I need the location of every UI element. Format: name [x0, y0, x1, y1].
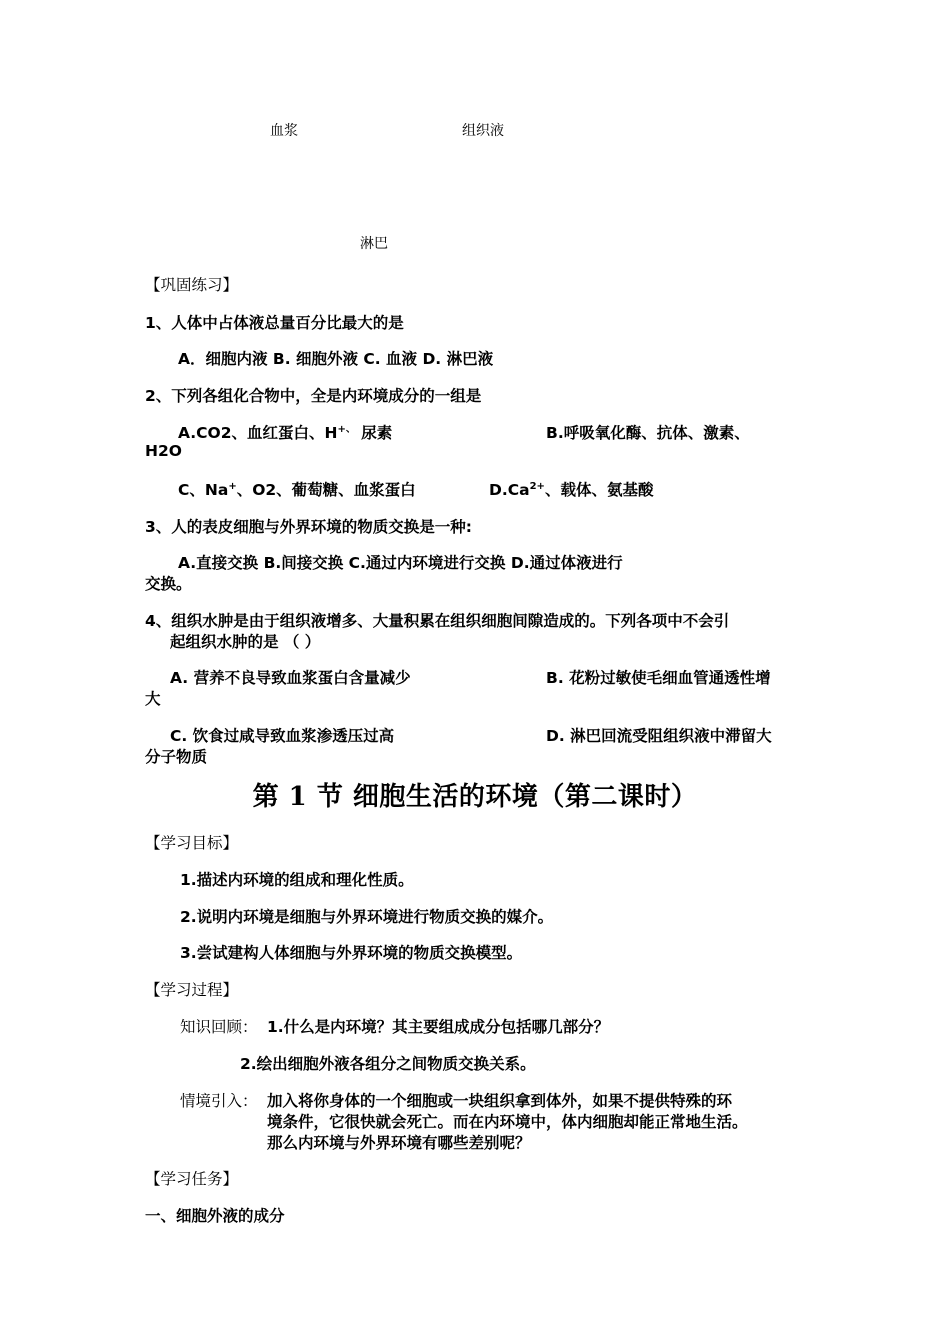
- task-heading: 【学习任务】: [145, 1170, 239, 1188]
- q4-stem: 4、组织水肿是由于组织液增多、大量积累在组织细胞间隙造成的。下列各项中不会引: [145, 612, 730, 630]
- intro-text-line-1: 加入将你身体的一个细胞或一块组织拿到体外，如果不提供特殊的环: [267, 1092, 733, 1110]
- q4-option-d: D. 淋巴回流受阻组织液中滞留大: [546, 727, 772, 745]
- q2-stem: 2、下列各组化合物中，全是内环境成分的一组是: [145, 387, 482, 405]
- q1-options: A．细胞内液 B. 细胞外液 C. 血液 D. 淋巴液: [178, 350, 494, 368]
- q4-option-d-cont: 分子物质: [145, 748, 208, 766]
- review-question-2: 2.绘出细胞外液各组分之间物质交换关系。: [240, 1055, 536, 1073]
- q4-stem-cont: 起组织水肿的是 （ ）: [170, 633, 321, 651]
- q1-stem: 1、人体中占体液总量百分比最大的是: [145, 314, 404, 332]
- q4-option-a: A. 营养不良导致血浆蛋白含量减少: [170, 669, 411, 687]
- q4-option-b-cont: 大: [145, 690, 161, 708]
- q2-option-c: C、Na+、O2、葡萄糖、血浆蛋白: [178, 481, 416, 499]
- q2-option-d: $D.Ca^{2+}$、载体、氨基酸: [489, 481, 654, 499]
- q2-option-b: B.呼吸氧化酶、抗体、激素、: [546, 424, 750, 442]
- intro-label: 情境引入：: [180, 1092, 258, 1110]
- q4-option-c: C. 饮食过咸导致血浆渗透压过高: [170, 727, 395, 745]
- process-heading: 【学习过程】: [145, 981, 239, 999]
- q2-option-b-cont: H2O: [145, 442, 182, 460]
- goals-heading: 【学习目标】: [145, 834, 239, 852]
- q3-stem: 3、人的表皮细胞与外界环境的物质交换是一种:: [145, 518, 472, 536]
- q4-option-b: B. 花粉过敏使毛细血管通透性增: [546, 669, 771, 687]
- lesson-title: 第 1 节 细胞生活的环境（第二课时）: [252, 782, 698, 812]
- review-question-1: 1.什么是内环境？其主要组成成分包括哪几部分？: [267, 1018, 610, 1036]
- diagram-label-plasma: 血浆: [270, 123, 298, 139]
- goal-item-1: 1.描述内环境的组成和理化性质。: [180, 871, 414, 889]
- q3-options-cont: 交换。: [145, 575, 192, 593]
- q3-options: A.直接交换 B.间接交换 C.通过内环境进行交换 D.通过体液进行: [178, 554, 623, 572]
- intro-text-line-3: 那么内环境与外界环境有哪些差别呢？: [267, 1134, 531, 1152]
- diagram-label-lymph: 淋巴: [360, 236, 388, 252]
- intro-text-line-2: 境条件，它很快就会死亡。而在内环境中，体内细胞却能正常地生活。: [267, 1113, 748, 1131]
- diagram-label-tissue-fluid: 组织液: [462, 123, 504, 139]
- task-item-1: 一、细胞外液的成分: [145, 1207, 285, 1225]
- practice-heading: 【巩固练习】: [145, 276, 239, 294]
- q2-option-a: A.CO2、血红蛋白、H+、 尿素: [178, 424, 393, 442]
- review-label: 知识回顾：: [180, 1018, 258, 1036]
- goal-item-2: 2.说明内环境是细胞与外界环境进行物质交换的媒介。: [180, 908, 554, 926]
- goal-item-3: 3.尝试建构人体细胞与外界环境的物质交换模型。: [180, 944, 523, 962]
